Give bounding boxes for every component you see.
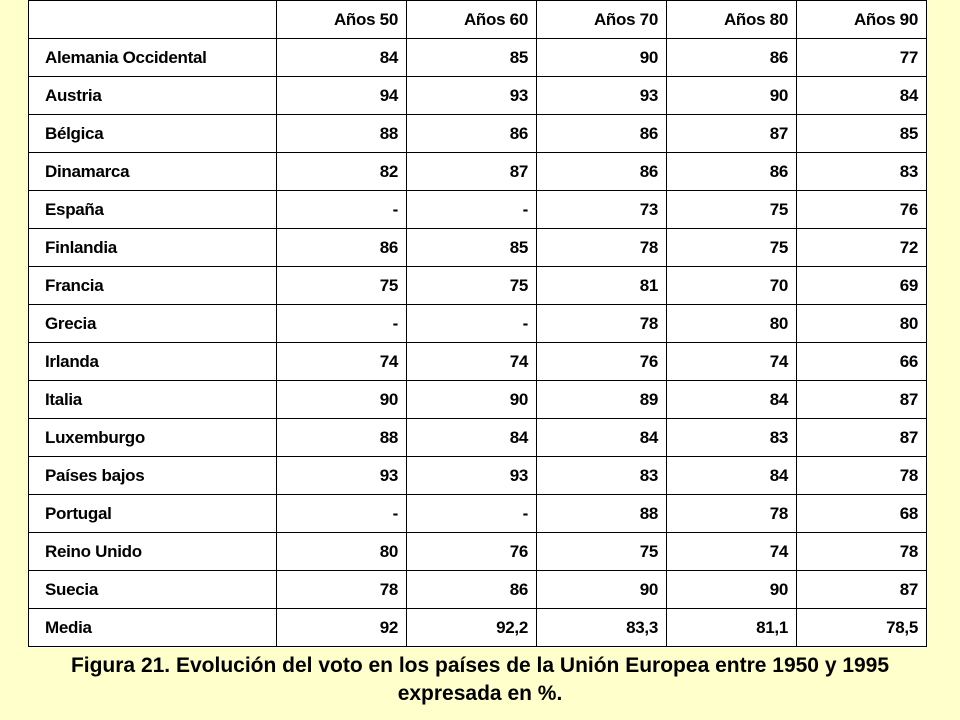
table-cell-value: 94 — [277, 77, 407, 115]
table-cell-value: 90 — [667, 77, 797, 115]
table-cell-value: - — [277, 191, 407, 229]
table-header-row — [29, 1, 927, 39]
table-cell-value: 90 — [537, 571, 667, 609]
table-row — [29, 381, 927, 419]
row-label-country: Irlanda — [29, 343, 277, 381]
table-row — [29, 77, 927, 115]
table-cell-value: 80 — [667, 305, 797, 343]
table-row — [29, 267, 927, 305]
table-cell-value: 83 — [667, 419, 797, 457]
table-cell-value: 86 — [537, 115, 667, 153]
table-cell-value: 73 — [537, 191, 667, 229]
table-cell-value: 78 — [797, 457, 927, 495]
table-body — [29, 39, 927, 647]
table-cell-value: 93 — [537, 77, 667, 115]
row-label-country: Dinamarca — [29, 153, 277, 191]
table-cell-value: 86 — [277, 229, 407, 267]
row-label-country: Luxemburgo — [29, 419, 277, 457]
table-cell-value: 86 — [667, 39, 797, 77]
table-cell-value: 77 — [797, 39, 927, 77]
table-cell-value: 81,1 — [667, 609, 797, 647]
row-label-country: Grecia — [29, 305, 277, 343]
table-cell-value: 74 — [667, 343, 797, 381]
table-row — [29, 305, 927, 343]
table-cell-value: 68 — [797, 495, 927, 533]
row-label-country: Bélgica — [29, 115, 277, 153]
table-cell-value: 88 — [277, 419, 407, 457]
table-cell-value: 87 — [407, 153, 537, 191]
table-cell-value: 75 — [407, 267, 537, 305]
table-cell-value: 90 — [407, 381, 537, 419]
table-cell-value: 78 — [277, 571, 407, 609]
table-cell-value: 75 — [667, 191, 797, 229]
table-cell-value: 75 — [277, 267, 407, 305]
row-label-country: Reino Unido — [29, 533, 277, 571]
table-cell-value: 90 — [277, 381, 407, 419]
table-cell-value: - — [277, 305, 407, 343]
table-cell-value: 85 — [407, 229, 537, 267]
row-label-country: Alemania Occidental — [29, 39, 277, 77]
table-cell-value: - — [277, 495, 407, 533]
table-cell-value: 87 — [797, 419, 927, 457]
table-cell-value: 88 — [277, 115, 407, 153]
table-cell-value: - — [407, 495, 537, 533]
table-cell-value: 85 — [797, 115, 927, 153]
table-cell-value: 89 — [537, 381, 667, 419]
table-row — [29, 191, 927, 229]
table-cell-value: 86 — [537, 153, 667, 191]
table-cell-value: 74 — [407, 343, 537, 381]
table-row — [29, 343, 927, 381]
table-cell-value: 78 — [537, 305, 667, 343]
row-label-country: Francia — [29, 267, 277, 305]
table-cell-value: 78 — [537, 229, 667, 267]
table-cell-value: 92,2 — [407, 609, 537, 647]
table-cell-value: - — [407, 305, 537, 343]
table-cell-value: 84 — [797, 77, 927, 115]
table-cell-value: 69 — [797, 267, 927, 305]
table-cell-value: 88 — [537, 495, 667, 533]
table-cell-value: 84 — [537, 419, 667, 457]
table-cell-value: 75 — [667, 229, 797, 267]
data-table-container — [28, 0, 926, 648]
table-cell-value: 83 — [797, 153, 927, 191]
row-label-country: España — [29, 191, 277, 229]
table-cell-value: 72 — [797, 229, 927, 267]
header-corner-cell — [29, 1, 277, 39]
table-cell-value: 76 — [797, 191, 927, 229]
table-cell-value: 87 — [667, 115, 797, 153]
caption-line-1: Figura 21. Evolución del voto en los países de la Unión Europea entre 1950 y 1995 — [70, 654, 890, 677]
table-cell-value: 92 — [277, 609, 407, 647]
table-cell-value: 86 — [667, 153, 797, 191]
table-cell-value: 70 — [667, 267, 797, 305]
table-row — [29, 457, 927, 495]
table-cell-value: 90 — [667, 571, 797, 609]
table-row — [29, 39, 927, 77]
table-cell-value: 80 — [277, 533, 407, 571]
row-label-country: Finlandia — [29, 229, 277, 267]
table-cell-value: 74 — [277, 343, 407, 381]
table-cell-value: 93 — [277, 457, 407, 495]
table-cell-value: 86 — [407, 115, 537, 153]
table-cell-value: - — [407, 191, 537, 229]
table-cell-value: 82 — [277, 153, 407, 191]
table-cell-value: 86 — [407, 571, 537, 609]
table-cell-value: 76 — [537, 343, 667, 381]
table-cell-value: 84 — [407, 419, 537, 457]
table-cell-value: 75 — [537, 533, 667, 571]
column-header: Años 80 — [667, 1, 797, 39]
table-cell-value: 93 — [407, 77, 537, 115]
column-header: Años 70 — [537, 1, 667, 39]
table-cell-value: 66 — [797, 343, 927, 381]
vote-evolution-table — [28, 0, 927, 647]
row-label-country: Suecia — [29, 571, 277, 609]
table-row — [29, 533, 927, 571]
table-cell-value: 90 — [537, 39, 667, 77]
caption-line-2: expresada en %. — [397, 682, 563, 705]
table-cell-value: 80 — [797, 305, 927, 343]
table-cell-value: 78 — [667, 495, 797, 533]
row-label-country: Media — [29, 609, 277, 647]
table-cell-value: 84 — [667, 381, 797, 419]
table-row — [29, 495, 927, 533]
row-label-country: Austria — [29, 77, 277, 115]
table-cell-value: 93 — [407, 457, 537, 495]
table-row — [29, 153, 927, 191]
row-label-country: Italia — [29, 381, 277, 419]
table-row — [29, 229, 927, 267]
table-row — [29, 571, 927, 609]
column-header: Años 90 — [797, 1, 927, 39]
table-cell-value: 87 — [797, 571, 927, 609]
column-header: Años 50 — [277, 1, 407, 39]
row-label-country: Portugal — [29, 495, 277, 533]
table-cell-value: 76 — [407, 533, 537, 571]
row-label-country: Países bajos — [29, 457, 277, 495]
table-row — [29, 419, 927, 457]
table-cell-value: 87 — [797, 381, 927, 419]
table-cell-value: 74 — [667, 533, 797, 571]
table-cell-value: 83 — [537, 457, 667, 495]
figure-caption — [0, 652, 960, 708]
table-cell-value: 84 — [277, 39, 407, 77]
table-cell-value: 78 — [797, 533, 927, 571]
table-cell-value: 81 — [537, 267, 667, 305]
table-row — [29, 609, 927, 647]
table-row — [29, 115, 927, 153]
table-cell-value: 84 — [667, 457, 797, 495]
table-cell-value: 78,5 — [797, 609, 927, 647]
column-header: Años 60 — [407, 1, 537, 39]
table-cell-value: 85 — [407, 39, 537, 77]
table-cell-value: 83,3 — [537, 609, 667, 647]
